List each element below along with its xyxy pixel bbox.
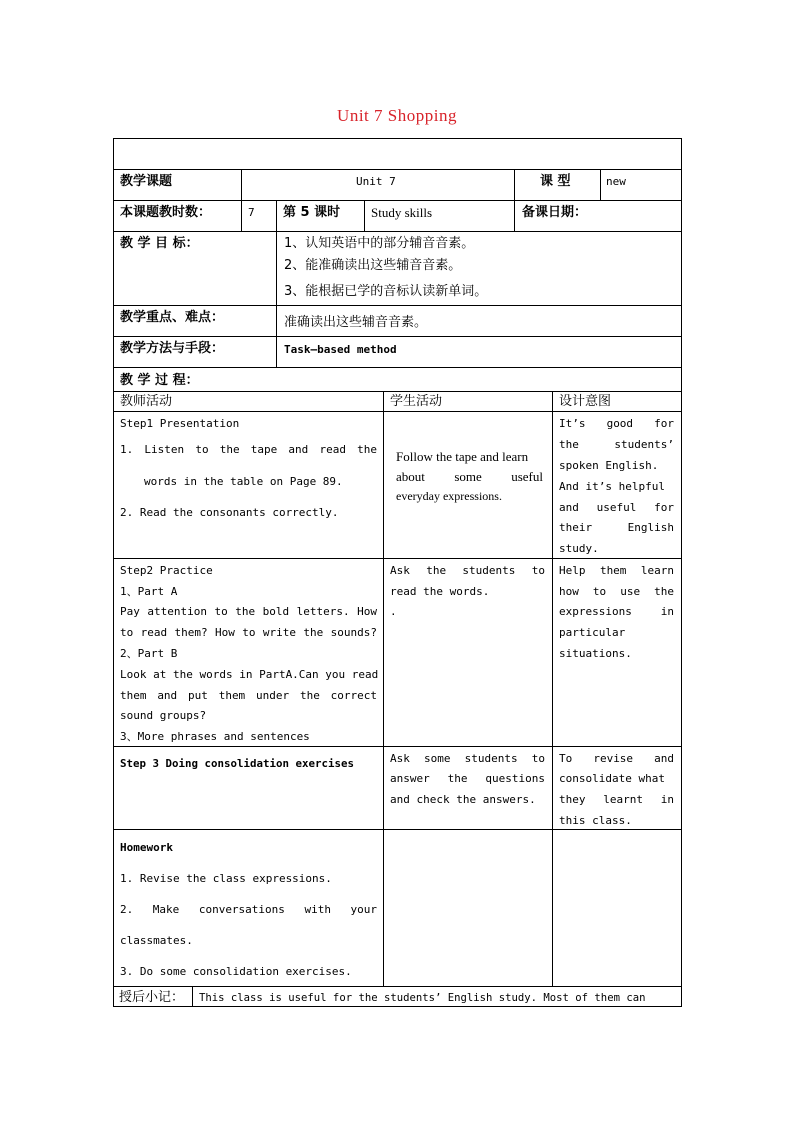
period-label: 第 5 课时 bbox=[283, 205, 341, 220]
objectives-label: 教 学 目 标： bbox=[120, 236, 199, 251]
step1-title: Step1 Presentation bbox=[120, 417, 240, 430]
step2-line: sound groups? bbox=[120, 709, 207, 722]
step1-design: their English bbox=[559, 521, 674, 534]
process-label: 教 学 过 程： bbox=[120, 373, 199, 388]
step1-student: everyday expressions. bbox=[396, 489, 502, 503]
step1-line: 1. Listen to the tape and read the bbox=[120, 443, 377, 456]
lesson-type-value: new bbox=[606, 175, 626, 188]
homework-line: 2. Make conversations with your bbox=[120, 903, 377, 916]
hours-label: 本课题教时数： bbox=[120, 205, 212, 220]
col-design-header: 设计意图 bbox=[559, 394, 612, 409]
step2-student: Ask the students to bbox=[390, 564, 545, 577]
homework-title: Homework bbox=[120, 841, 173, 854]
step1-design: the students’ bbox=[559, 438, 674, 451]
step2-design: Help them learn bbox=[559, 564, 674, 577]
step2-line: to read them? How to write the sounds? bbox=[120, 626, 377, 639]
step2-line: 3、More phrases and sentences bbox=[120, 730, 310, 743]
step3-design: this class. bbox=[559, 814, 632, 827]
step2-design: expressions in bbox=[559, 605, 674, 618]
lesson-topic: Study skills bbox=[371, 205, 433, 220]
step2-title: Step2 Practice bbox=[120, 564, 213, 577]
homework-line: 1. Revise the class expressions. bbox=[120, 872, 332, 885]
step2-line: 2、Part B bbox=[120, 647, 178, 660]
step3-design: To revise and bbox=[559, 752, 674, 765]
key-points-value: 准确读出这些辅音音素。 bbox=[284, 315, 428, 330]
reflection-label: 授后小记： bbox=[119, 990, 185, 1005]
key-points-label: 教学重点、难点： bbox=[120, 310, 225, 325]
step1-design: study. bbox=[559, 542, 599, 555]
prep-date-label: 备课日期： bbox=[522, 205, 588, 220]
step1-student: Follow the tape and learn bbox=[396, 449, 529, 464]
step1-design: spoken English. bbox=[559, 459, 659, 472]
col-teacher-header: 教师活动 bbox=[120, 394, 173, 409]
homework-line: classmates. bbox=[120, 934, 193, 947]
step1-design: It’s good for bbox=[559, 417, 674, 430]
step1-design: And it’s helpful bbox=[559, 480, 665, 493]
step3-title: Step 3 Doing consolidation exercises bbox=[120, 757, 355, 770]
step2-design: particular bbox=[559, 626, 626, 639]
reflection-value: This class is useful for the students’ English study. Most of them can bbox=[199, 992, 646, 1004]
step1-student: about some useful bbox=[396, 469, 543, 484]
step3-design: consolidate what bbox=[559, 772, 665, 785]
step1-line: words in the table on Page 89. bbox=[144, 475, 343, 488]
objective-item: 1、认知英语中的部分辅音音素。 bbox=[284, 236, 475, 251]
step3-student: Ask some students to bbox=[390, 752, 545, 765]
step1-line: 2. Read the consonants correctly. bbox=[120, 506, 339, 519]
objective-item: 2、能准确读出这些辅音音素。 bbox=[284, 258, 462, 273]
step2-design: how to use the bbox=[559, 585, 674, 598]
step2-line: Look at the words in PartA.Can you read bbox=[120, 668, 379, 681]
step2-line: them and put them under the correct bbox=[120, 689, 377, 702]
homework-line: 3. Do some consolidation exercises. bbox=[120, 965, 352, 978]
step2-student: . bbox=[390, 605, 397, 618]
page-title: Unit 7 Shopping bbox=[337, 106, 457, 125]
methods-label: 教学方法与手段： bbox=[120, 341, 225, 356]
methods-value: Task—based method bbox=[284, 343, 397, 356]
lesson-type-label: 课 型 bbox=[540, 174, 571, 189]
step2-line: Pay attention to the bold letters. How bbox=[120, 605, 377, 618]
step2-line: 1、Part A bbox=[120, 585, 178, 598]
objective-item: 3、能根据已学的音标认读新单词。 bbox=[284, 284, 488, 299]
step2-student: read the words. bbox=[390, 585, 490, 598]
topic-label: 教学课题 bbox=[120, 174, 173, 189]
step2-design: situations. bbox=[559, 647, 632, 660]
hours-count: 7 bbox=[248, 206, 255, 219]
step3-design: they learnt in bbox=[559, 793, 674, 806]
topic-value: Unit 7 bbox=[356, 175, 396, 188]
col-student-header: 学生活动 bbox=[390, 394, 443, 409]
step1-design: and useful for bbox=[559, 501, 674, 514]
step3-student: and check the answers. bbox=[390, 793, 536, 806]
step3-student: answer the questions bbox=[390, 772, 545, 785]
